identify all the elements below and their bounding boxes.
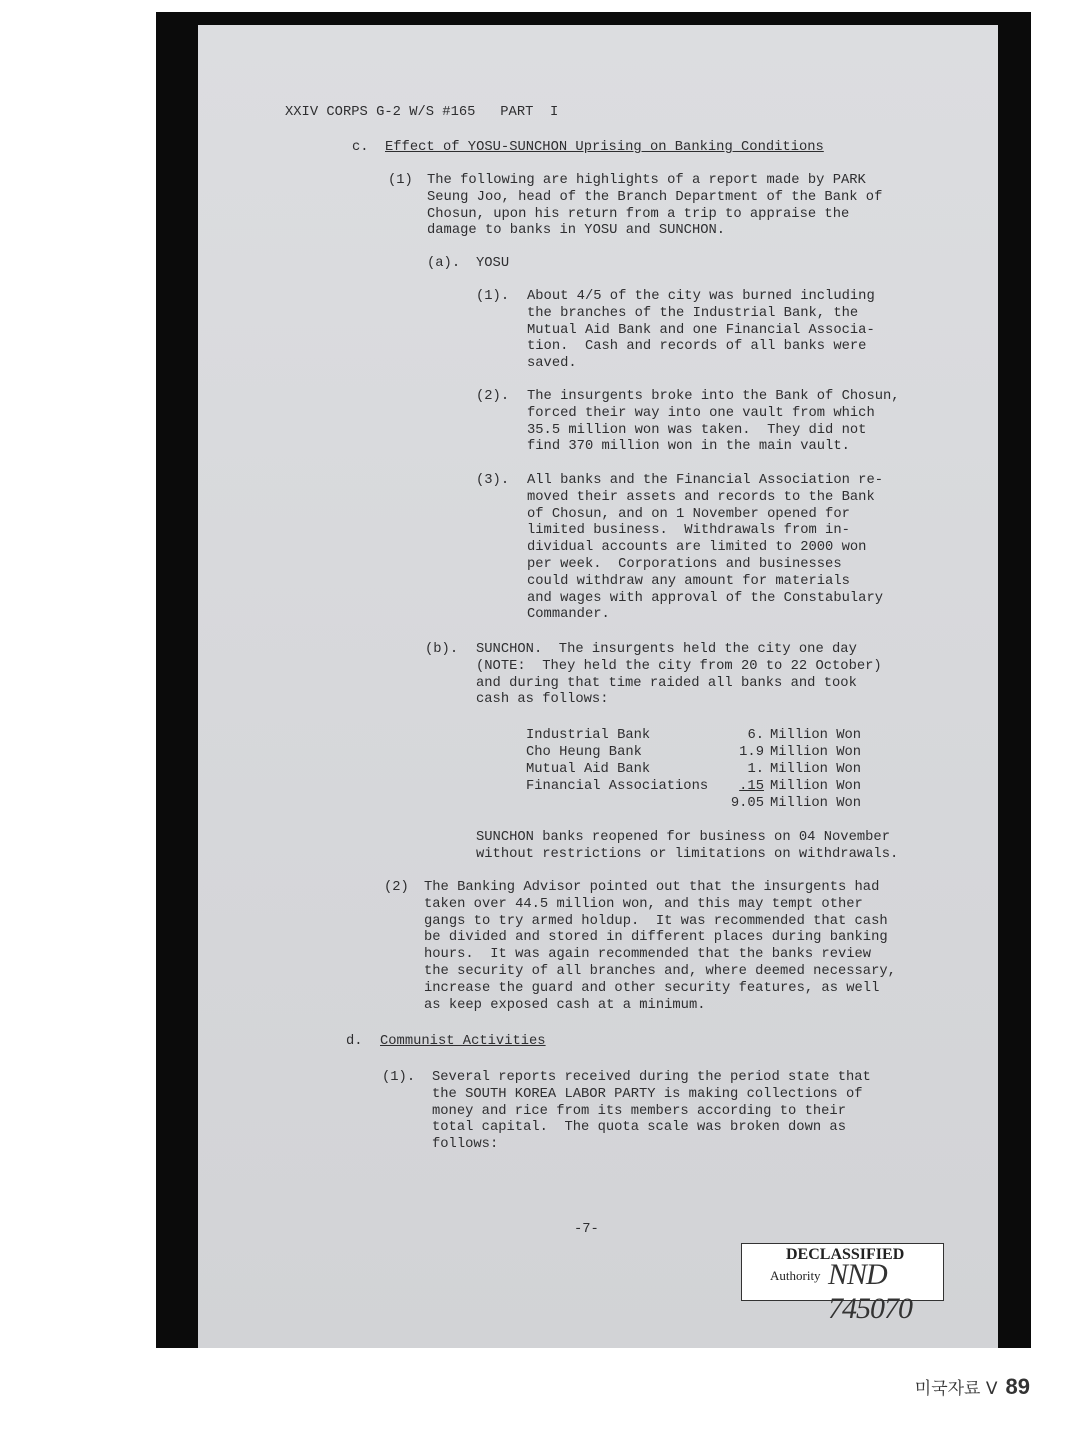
total-unit: Million Won xyxy=(770,796,862,811)
bank-name: Cho Heung Bank xyxy=(526,745,642,760)
amount: 1.9 xyxy=(739,745,764,760)
declassified-stamp xyxy=(741,1243,944,1325)
bank-name: Financial Associations xyxy=(526,779,709,794)
section-d-title: Communist Activities xyxy=(380,1034,546,1049)
unit: Million Won xyxy=(770,745,862,760)
stamp-title: DECLASSIFIED xyxy=(786,1246,905,1263)
a-title: YOSU xyxy=(476,256,510,271)
c1-paragraph: The following are highlights of a report made by PARK Seung Joo, head of the Branch Department of the Bank of Chosun, upon his return from a trip to appraise the damage to banks in YOSU and SUNCHON. xyxy=(427,173,883,239)
section-c-title: Effect of YOSU-SUNCHON Uprising on Banking Conditions xyxy=(385,140,824,155)
amount: 1. xyxy=(747,762,764,777)
b-after-paragraph: SUNCHON banks reopened for business on 04 November without restrictions or limitations on withdrawals. xyxy=(476,830,899,862)
a3-number: (3). xyxy=(476,473,510,488)
amount: 6. xyxy=(747,728,764,743)
a2-paragraph: The insurgents broke into the Bank of Chosun, forced their way into one vault from which 35.5 million won was taken. They did not find 370 million won in the main vault. xyxy=(527,389,900,455)
b-number: (b). xyxy=(425,642,459,657)
a2-number: (2). xyxy=(476,389,510,404)
table-row xyxy=(526,728,650,745)
d1-paragraph: Several reports received during the period state that the SOUTH KOREA LABOR PARTY is making collections of money and rice from its members according to their total capital. The quota scale was broken down as follows: xyxy=(432,1070,871,1153)
section-d-label: d. xyxy=(346,1034,363,1049)
unit: Million Won xyxy=(770,779,862,794)
unit: Million Won xyxy=(770,728,862,743)
book-footer xyxy=(915,1374,1030,1400)
amount: .15 xyxy=(739,779,764,794)
bank-name: Industrial Bank xyxy=(526,728,651,743)
a1-number: (1). xyxy=(476,289,510,304)
a3-paragraph: All banks and the Financial Association re- moved their assets and records to the Bank of Chosun, and on 1 November opened for limited business. Withdrawals from in- dividual accounts are limited to 2000 won per week. Corporations and businesses could withdraw any amount for materials and wages with approval of the Constabulary Commander. xyxy=(527,473,884,623)
c2-paragraph: The Banking Advisor pointed out that the insurgents had taken over 44.5 million won, and this may tempt other gangs to try armed holdup. It was recommended that cash be divided and stored in different places during banking hours. It was again recommended that the banks review the security of all branches and, where deemed necessary, increase the guard and other security features, as well as keep exposed cash at a minimum. xyxy=(424,880,896,1013)
footer-page-number: 89 xyxy=(1005,1374,1030,1399)
c2-number: (2) xyxy=(384,880,409,895)
stamp-number: NND 745070 xyxy=(828,1258,912,1325)
a-number: (a). xyxy=(427,256,461,271)
c1-number: (1) xyxy=(388,173,413,188)
page-number: -7- xyxy=(574,1222,599,1237)
unit: Million Won xyxy=(770,762,862,777)
bank-name: Mutual Aid Bank xyxy=(526,762,651,777)
b-paragraph: SUNCHON. The insurgents held the city one day (NOTE: They held the city from 20 to 22 October) and during that time raided all banks and took cash as follows: xyxy=(476,642,882,708)
footer-label: 미국자료 V xyxy=(914,1379,998,1399)
section-c-label: c. xyxy=(352,140,369,155)
stamp-authority: Authority xyxy=(770,1268,821,1283)
total-amount: 9.05 xyxy=(730,796,764,811)
a1-paragraph: About 4/5 of the city was burned including the branches of the Industrial Bank, the Mutual Aid Bank and one Financial Associa- tion. Cash and records of all banks were saved. xyxy=(527,289,875,372)
document-header: XXIV CORPS G-2 W/S #165 PART I xyxy=(285,105,559,120)
d1-number: (1). xyxy=(382,1070,416,1085)
